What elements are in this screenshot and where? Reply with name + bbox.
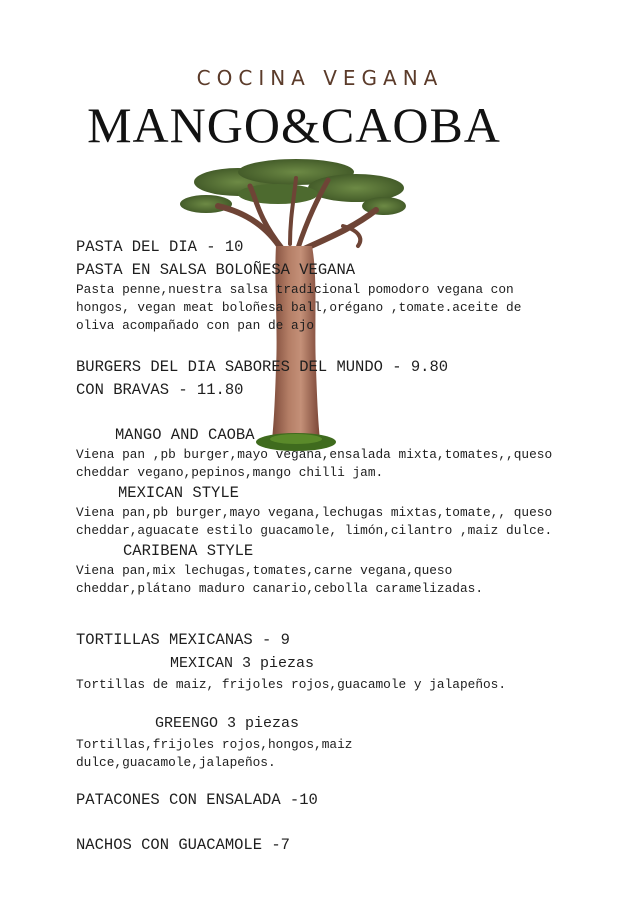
burgers-heading: BURGERS DEL DIA SABORES DEL MUNDO - 9.80 bbox=[76, 358, 449, 376]
burgers-bravas: CON BRAVAS - 11.80 bbox=[76, 381, 244, 399]
burger-desc-line: Viena pan,pb burger,mayo vegana,lechugas mixtas,tomate,, queso bbox=[76, 505, 553, 520]
tortilla-name: GREENGO 3 piezas bbox=[155, 715, 300, 732]
brand-subtitle: COCINA VEGANA bbox=[196, 66, 444, 90]
tortillas-heading: TORTILLAS MEXICANAS - 9 bbox=[76, 631, 290, 649]
tortilla-desc-line: Tortillas de maiz, frijoles rojos,guacamole y jalapeños. bbox=[76, 677, 507, 692]
nachos-heading: NACHOS CON GUACAMOLE -7 bbox=[76, 836, 290, 854]
patacones-heading: PATACONES CON ENSALADA -10 bbox=[76, 791, 318, 809]
pasta-name: PASTA EN SALSA BOLOÑESA VEGANA bbox=[76, 261, 356, 279]
tortilla-name: MEXICAN 3 piezas bbox=[170, 655, 315, 672]
tortilla-desc-line: Tortillas,frijoles rojos,hongos,maiz bbox=[76, 737, 353, 752]
burger-desc-line: cheddar,plátano maduro canario,cebolla caramelizadas. bbox=[76, 581, 484, 596]
burger-desc-line: cheddar vegano,pepinos,mango chilli jam. bbox=[76, 465, 384, 480]
burger-desc-line: Viena pan ,pb burger,mayo vegana,ensalada mixta,tomates,,queso bbox=[76, 447, 553, 462]
tortilla-desc-line: dulce,guacamole,jalapeños. bbox=[76, 755, 276, 770]
burger-desc-line: cheddar,aguacate estilo guacamole, limón,cilantro ,maiz dulce. bbox=[76, 523, 553, 538]
burger-desc-line: Viena pan,mix lechugas,tomates,carne vegana,queso bbox=[76, 563, 453, 578]
burger-name: MANGO AND CAOBA bbox=[115, 426, 255, 444]
pasta-heading: PASTA DEL DIA - 10 bbox=[76, 238, 244, 256]
burger-name: MEXICAN STYLE bbox=[118, 484, 239, 502]
burger-name: CARIBENA STYLE bbox=[123, 542, 254, 560]
pasta-desc-line: oliva acompañado con pan de ajo bbox=[76, 318, 315, 333]
pasta-desc-line: hongos, vegan meat boloñesa ball,orégano ,tomate.aceite de bbox=[76, 300, 522, 315]
pasta-desc-line: Pasta penne,nuestra salsa tradicional pomodoro vegana con bbox=[76, 282, 514, 297]
brand-title: MANGO&CAOBA bbox=[87, 97, 501, 153]
